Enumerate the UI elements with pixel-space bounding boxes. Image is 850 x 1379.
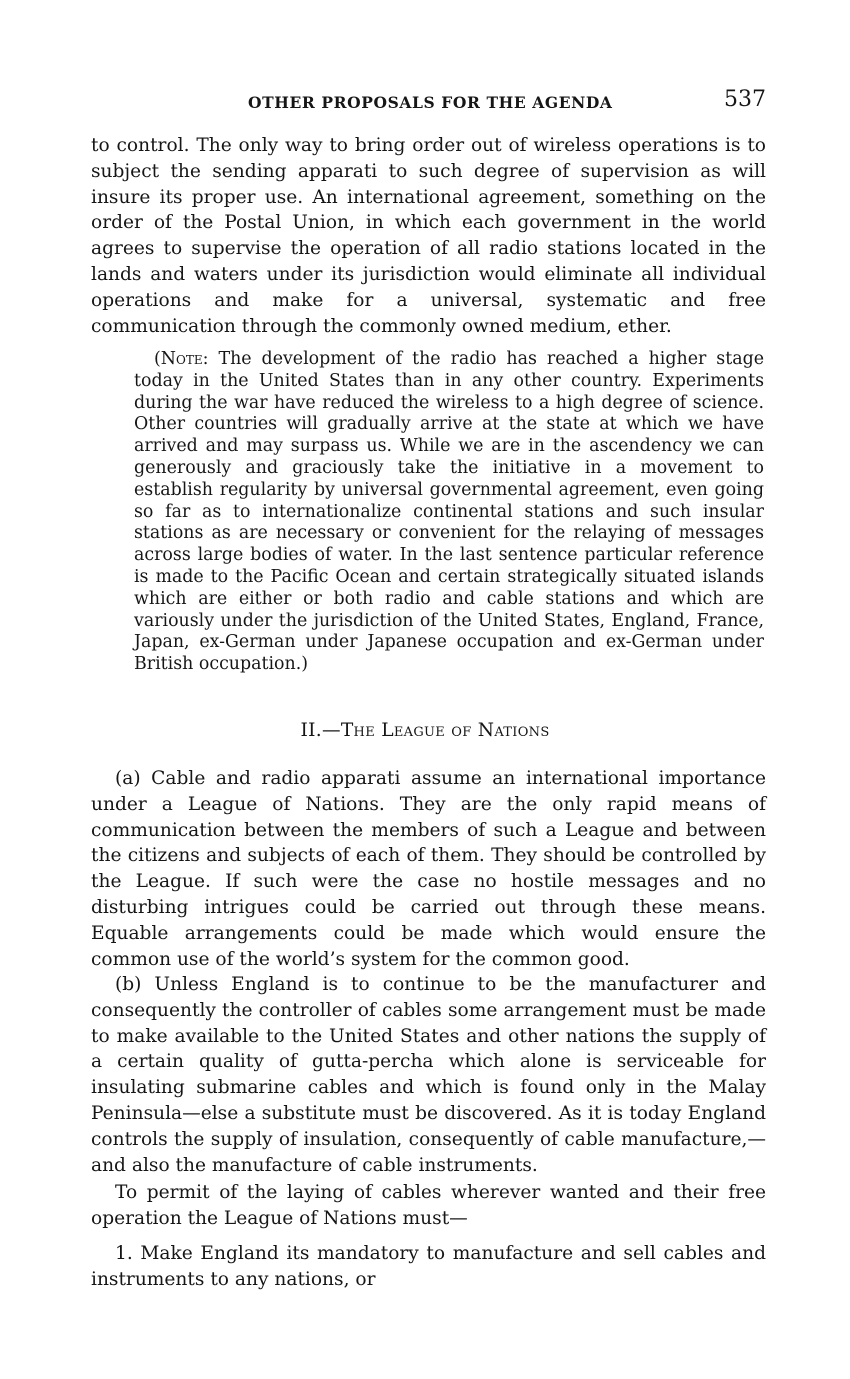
intro-paragraph: to control. The only way to bring order out of wireless operations is to subject the sending apparati to such degree of supervision as will insure its proper use. An international agreement, something on the order of the Postal Union, in which each government in the world agrees to supervise the operation of all radio stations located in the lands and waters under its jurisdiction would eliminate all individual operations and make for a universal, systematic and free communication through the commonly owned medium, ether.	[91, 135, 766, 337]
note-label: Note	[160, 349, 203, 369]
list-item-1: 1. Make England its mandatory to manufacture and sell cables and instruments to any nations, or	[91, 1243, 766, 1290]
note-paragraph	[134, 349, 764, 676]
paragraph-b-text: Unless England is to continue to be the manufacturer and consequently the controller of cables some arrangement must be made to make available to the United States and other nations the supply of a certain quality of gutta-percha which alone is serviceable for insulating submarine cables and which is found only in the Malay Peninsula—else a substitute must be discovered. As it is today England controls the supply of insulation, consequently of cable manufacture,—and also the manufacture of cable instruments.	[91, 974, 766, 1176]
paragraph-permit: To permit of the laying of cables wherever wanted and their free operation the League of Nations must—	[91, 1182, 766, 1229]
paragraph-b-marker: (b)	[115, 974, 142, 995]
page-number: 537	[724, 87, 766, 112]
section-heading	[0, 720, 850, 741]
section-number: II.—	[300, 720, 341, 741]
paragraph-a-text: Cable and radio apparati assume an international importance under a League of Nations. They are the only rapid means of communication between the members of such a League and between the citizens and subjects of each of them. They should be controlled by the League. If such were the case no hostile messages and no disturbing intrigues could be carried out through these means. Equable arrangements could be made which would ensure the common use of the world’s system for the common good.	[91, 768, 766, 970]
running-title: OTHER PROPOSALS FOR THE AGENDA	[248, 93, 613, 112]
section-title: The League of Nations	[340, 720, 550, 741]
paragraph-a-marker: (a)	[115, 768, 141, 789]
note-open-paren: (	[154, 349, 161, 369]
note-text: : The development of the radio has reached a higher stage today in the United States than in any other country. Experiments during the war have reduced the wireless to a high degree of science. Other countries will gradually arrive at the state at which we have arrived and may surpass us. While we are in the ascendency we can generously and graciously take the initiative in a movement to establish regularity by universal governmental agreement, even going so far as to internationalize continental stations and such insular stations as are necessary or convenient for the relaying of messages across large bodies of water. In the last sentence particular reference is made to the Pacific Ocean and certain strategically situated islands which are either or both radio and cable stations and which are variously under the jurisdiction of the United States, England, France, Japan, ex-German under Japanese occupation and ex-German under British occupation.)	[134, 349, 764, 675]
running-head	[90, 87, 766, 117]
paragraph-b	[91, 972, 766, 1178]
paragraph-a	[91, 766, 766, 972]
